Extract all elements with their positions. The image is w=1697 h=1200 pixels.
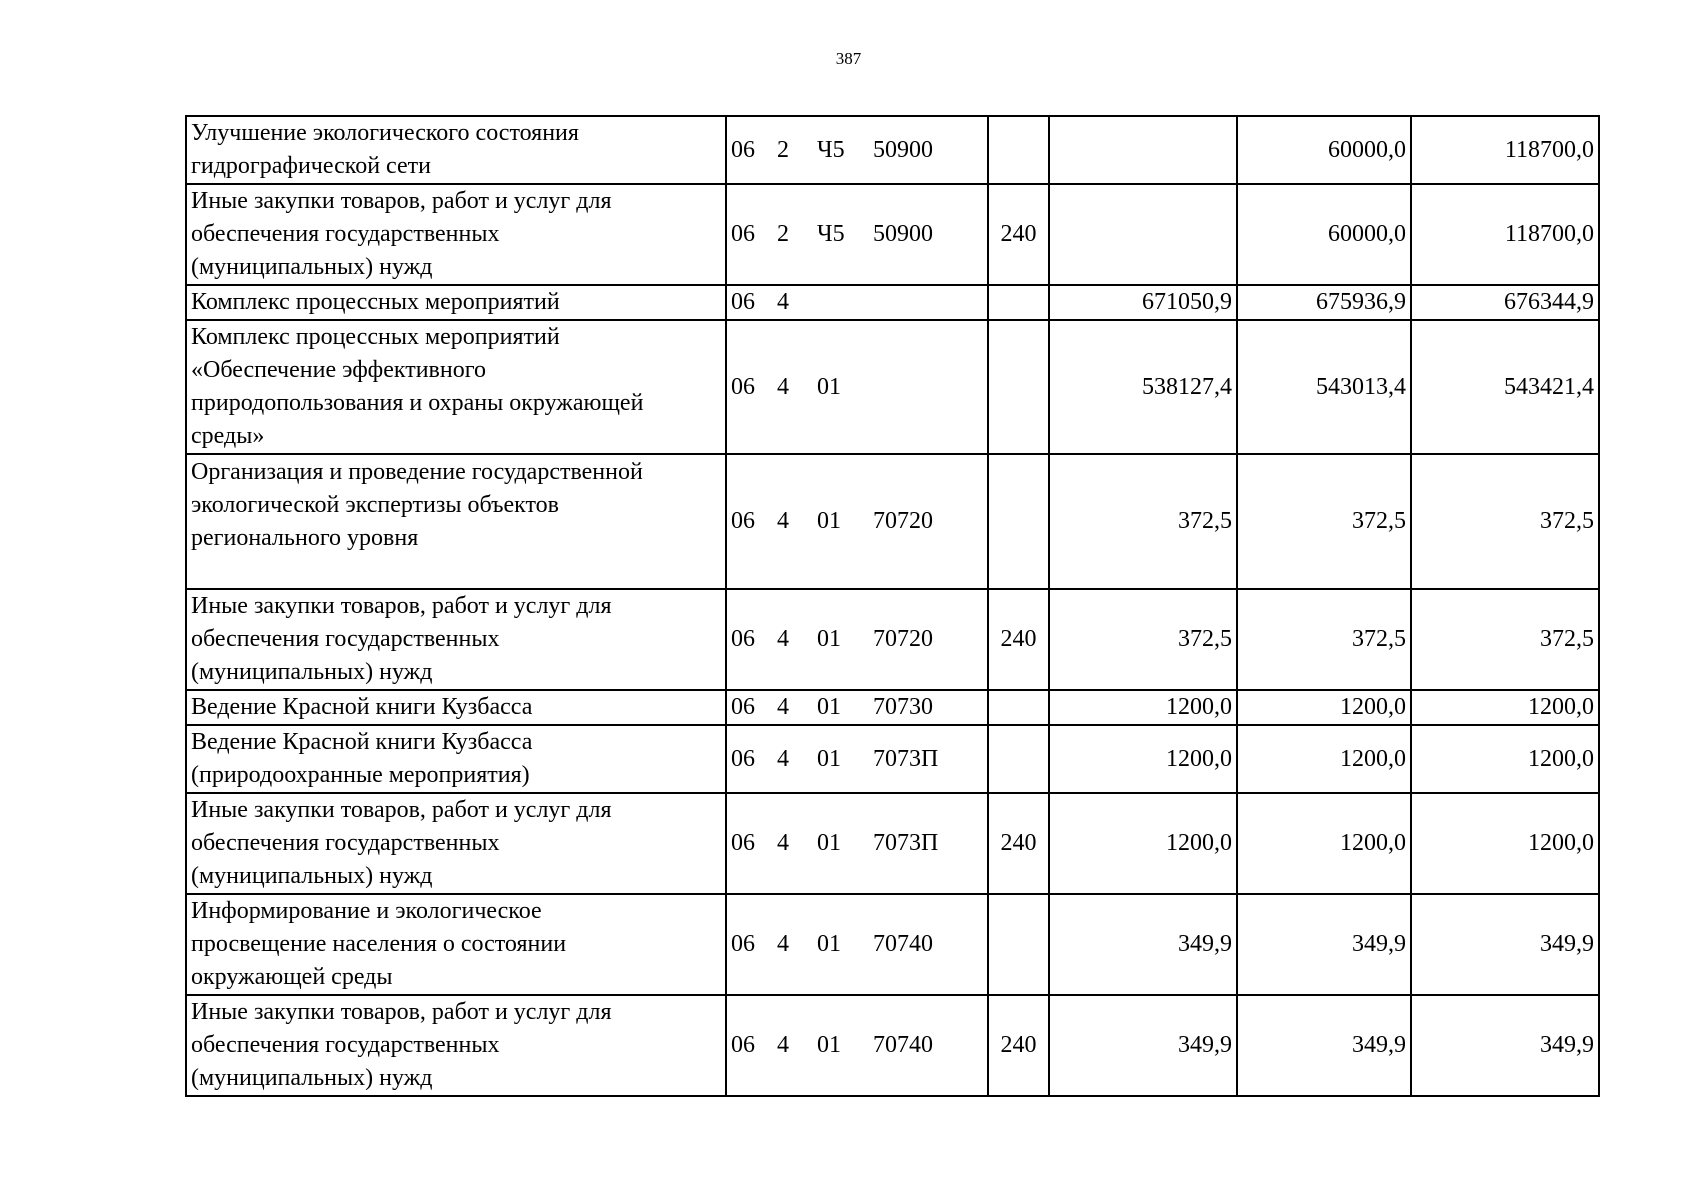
row-name-line: обеспечения государственных [191,830,500,856]
row-name-line: (муниципальных) нужд [191,863,433,889]
row-name [186,285,726,320]
subprogram-code: 01 [817,830,841,856]
amount-year-3: 349,9 [1411,995,1599,1096]
row-name-line: обеспечения государственных [191,626,500,652]
row-name-line: экологической экспертизы объектов [191,491,560,518]
amount-year-1 [1049,116,1237,184]
amount-year-1: 538127,4 [1049,320,1237,454]
row-name-line: Организация и проведение государственной [191,458,643,485]
row-codes [726,995,988,1096]
subprogram-code: 01 [817,694,841,720]
table-row [186,116,1599,184]
amount-year-2: 1200,0 [1237,793,1411,894]
row-codes [726,454,988,589]
amount-year-3: 1200,0 [1411,690,1599,725]
row-name-line: регионального уровня [191,524,419,551]
row-name-line: Иные закупки товаров, работ и услуг для [191,188,612,214]
expense-type-code [988,725,1049,793]
amount-year-3: 1200,0 [1411,725,1599,793]
row-codes [726,894,988,995]
row-name [186,589,726,690]
row-name-line [191,555,721,588]
direction-code: 7073П [873,745,939,772]
table-row [186,320,1599,454]
amount-year-3: 372,5 [1411,589,1599,690]
row-codes [726,184,988,285]
table-row [186,690,1599,725]
subprogram-code: Ч5 [817,221,845,247]
subprogram-code: 01 [817,373,841,400]
row-name-line: «Обеспечение эффективного [191,357,486,383]
subprogram-code: 01 [817,508,841,534]
program-code: 4 [777,508,789,534]
program-code: 2 [777,136,789,163]
row-codes [726,116,988,184]
subprogram-code: 01 [817,745,841,772]
amount-year-2: 372,5 [1237,454,1411,589]
amount-year-3: 372,5 [1411,454,1599,589]
amount-year-2: 1200,0 [1237,725,1411,793]
program-code: 4 [777,626,789,652]
row-name [186,454,726,589]
row-name [186,184,726,285]
row-name [186,690,726,725]
expense-type-code [988,690,1049,725]
table-body [186,116,1599,1096]
amount-year-2: 1200,0 [1237,690,1411,725]
program-code: 2 [777,221,789,247]
section-code: 06 [731,136,755,163]
amount-year-2: 372,5 [1237,589,1411,690]
table-row [186,793,1599,894]
row-name-line: Информирование и экологическое [191,898,542,924]
amount-year-1: 372,5 [1049,589,1237,690]
row-name-line: Комплекс процессных мероприятий [191,324,560,350]
section-code: 06 [731,1032,755,1058]
program-code: 4 [777,830,789,856]
amount-year-1: 349,9 [1049,894,1237,995]
amount-year-2: 543013,4 [1237,320,1411,454]
subprogram-code: 01 [817,931,841,957]
expense-type-code [988,894,1049,995]
amount-year-1: 349,9 [1049,995,1237,1096]
section-code: 06 [731,694,755,720]
direction-code: 70740 [873,931,933,957]
amount-year-3: 676344,9 [1411,285,1599,320]
amount-year-2: 60000,0 [1237,184,1411,285]
amount-year-1: 1200,0 [1049,793,1237,894]
row-codes [726,589,988,690]
row-name-line: (муниципальных) нужд [191,254,433,280]
program-code: 4 [777,1032,789,1058]
section-code: 06 [731,931,755,957]
row-codes [726,320,988,454]
expense-type-code: 240 [988,793,1049,894]
row-name [186,894,726,995]
table-row [186,184,1599,285]
direction-code: 50900 [873,221,933,247]
section-code: 06 [731,745,755,772]
table-row [186,894,1599,995]
row-name-line: окружающей среды [191,964,393,990]
amount-year-1: 1200,0 [1049,725,1237,793]
table-row [186,725,1599,793]
expense-type-code [988,454,1049,589]
row-name-line: гидрографической сети [191,153,431,179]
direction-code: 7073П [873,830,939,856]
program-code: 4 [777,694,789,720]
row-name-line: Иные закупки товаров, работ и услуг для [191,999,612,1025]
section-code: 06 [731,373,755,400]
program-code: 4 [777,931,789,957]
subprogram-code: 01 [817,626,841,652]
row-name [186,995,726,1096]
row-name-line: Ведение Красной книги Кузбасса [191,694,533,720]
row-name [186,320,726,454]
amount-year-3: 118700,0 [1411,116,1599,184]
direction-code: 70730 [873,694,933,720]
row-name-line: просвещение населения о состоянии [191,931,567,957]
row-name-line: Комплекс процессных мероприятий [191,289,560,315]
section-code: 06 [731,289,755,315]
amount-year-1: 671050,9 [1049,285,1237,320]
subprogram-code: 01 [817,1032,841,1058]
row-name-line: среды» [191,423,265,449]
program-code: 4 [777,373,789,400]
direction-code: 70740 [873,1032,933,1058]
amount-year-1: 1200,0 [1049,690,1237,725]
expense-type-code: 240 [988,589,1049,690]
budget-table [185,115,1600,1097]
row-name-line: природопользования и охраны окружающей [191,390,644,416]
table-row [186,285,1599,320]
amount-year-3: 349,9 [1411,894,1599,995]
row-codes [726,793,988,894]
row-name-line: обеспечения государственных [191,1032,500,1058]
row-name-line: (муниципальных) нужд [191,659,433,685]
program-code: 4 [777,745,789,772]
amount-year-3: 543421,4 [1411,320,1599,454]
row-codes [726,690,988,725]
section-code: 06 [731,221,755,247]
direction-code: 50900 [873,136,933,163]
table-row [186,454,1599,589]
row-codes [726,725,988,793]
amount-year-2: 349,9 [1237,894,1411,995]
row-name-line: Ведение Красной книги Кузбасса [191,729,533,755]
expense-type-code: 240 [988,184,1049,285]
row-name-line: Иные закупки товаров, работ и услуг для [191,593,612,619]
amount-year-1: 372,5 [1049,454,1237,589]
row-name-line: Иные закупки товаров, работ и услуг для [191,797,612,823]
row-name-line: (природоохранные мероприятия) [191,762,530,788]
amount-year-2: 60000,0 [1237,116,1411,184]
table-row [186,589,1599,690]
amount-year-2: 675936,9 [1237,285,1411,320]
amount-year-3: 1200,0 [1411,793,1599,894]
section-code: 06 [731,830,755,856]
row-name-line: (муниципальных) нужд [191,1065,433,1091]
row-name [186,116,726,184]
subprogram-code: Ч5 [817,136,845,163]
expense-type-code: 240 [988,995,1049,1096]
section-code: 06 [731,626,755,652]
row-name [186,725,726,793]
table-row [186,995,1599,1096]
amount-year-3: 118700,0 [1411,184,1599,285]
program-code: 4 [777,289,789,315]
expense-type-code [988,285,1049,320]
expense-type-code [988,320,1049,454]
row-name [186,793,726,894]
direction-code: 70720 [873,508,933,534]
expense-type-code [988,116,1049,184]
row-codes [726,285,988,320]
row-name-line: Улучшение экологического состояния [191,120,579,146]
amount-year-2: 349,9 [1237,995,1411,1096]
direction-code: 70720 [873,626,933,652]
amount-year-1 [1049,184,1237,285]
section-code: 06 [731,508,755,534]
row-name-line: обеспечения государственных [191,221,500,247]
page-number: 387 [835,49,862,68]
